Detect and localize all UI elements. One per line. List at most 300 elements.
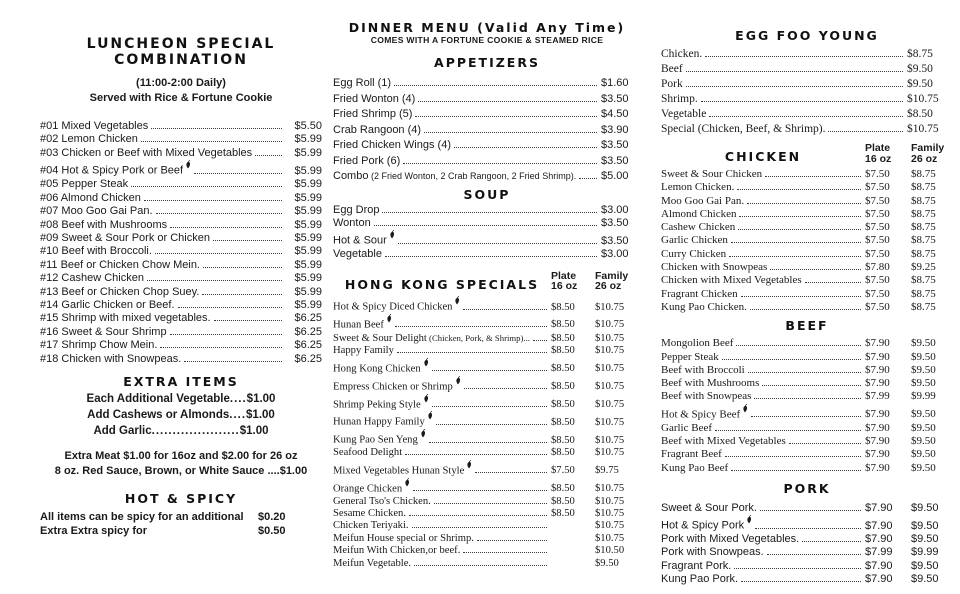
menu-item-row: [661, 422, 953, 435]
menu-item-row: [661, 261, 953, 274]
dot-leader: [477, 540, 547, 541]
menu-item-row: [333, 154, 641, 170]
item-name: Beef with Mushrooms: [661, 377, 760, 390]
item-name: Meifun Vegetable.: [333, 557, 412, 569]
item-price-plate: $8.50: [551, 319, 575, 331]
extra-item-label: Add Garlic: [93, 424, 152, 437]
item-price-price: $3.00: [601, 203, 629, 216]
plate-size-header: Plate 16 oz: [865, 142, 892, 165]
item-price-plate: $7.50: [865, 287, 890, 300]
dinner-entrees-column: [661, 28, 953, 586]
dot-leader: [737, 189, 861, 190]
dot-leader: [760, 510, 861, 511]
item-name: #05 Pepper Steak: [40, 178, 129, 191]
item-name: Pork: [661, 78, 683, 90]
dot-leader: [160, 347, 282, 348]
menu-item-row: [661, 435, 953, 448]
item-price-family: $9.50: [911, 461, 936, 474]
item-name: Pork with Mixed Vegetables.: [661, 533, 800, 546]
item-price-plate: $7.50: [865, 207, 890, 220]
item-name: Sweet & Sour Pork.: [661, 501, 757, 514]
dot-leader: [802, 541, 861, 542]
dot-leader: [755, 528, 861, 529]
item-name: Fried Shrimp (5): [333, 108, 413, 120]
item-price-plate: $7.90: [865, 461, 890, 474]
dot-leader: [686, 71, 903, 72]
item-name: #09 Sweet & Sour Pork or Chicken: [40, 231, 210, 244]
item-name: Happy Family: [333, 345, 394, 357]
item-price-family: $9.50: [911, 377, 936, 390]
dot-leader: [397, 352, 547, 353]
extra-meat-note: Extra Meat $1.00 for 16oz and $2.00 for 26 oz: [64, 449, 298, 462]
item-name: Vegetable: [661, 108, 707, 120]
item-name: Chicken Teriyaki.: [333, 520, 409, 532]
dot-leader: [701, 101, 903, 102]
dot-leader: [736, 345, 861, 346]
dot-leader: ....: [229, 408, 247, 421]
dot-leader: [170, 334, 282, 335]
item-price-price: $6.25: [294, 339, 322, 352]
item-name: Hot & Sour: [333, 230, 395, 248]
item-price-family: $10.75: [595, 381, 625, 393]
dot-leader: [750, 309, 861, 310]
menu-item-row: [661, 234, 953, 247]
item-name: #15 Shrimp with mixed vegetables.: [40, 312, 211, 325]
dot-leader: [709, 116, 903, 117]
item-name: Lemon Chicken.: [661, 181, 735, 194]
item-name: Fragrant Beef: [661, 448, 722, 461]
dot-leader: [748, 372, 861, 373]
menu-item-row: [661, 404, 953, 422]
menu-item-row: [333, 138, 641, 154]
item-name: Almond Chicken: [661, 207, 737, 220]
item-price-price: $3.00: [601, 247, 629, 260]
dot-leader: ....: [229, 392, 247, 405]
menu-item-row: [661, 351, 953, 364]
menu-item-row: [661, 77, 953, 92]
item-price-family: $10.75: [595, 447, 625, 459]
item-name: #06 Almond Chicken: [40, 191, 141, 204]
menu-item-row: [40, 133, 322, 146]
item-price-plate: $8.50: [551, 447, 575, 459]
item-price-plate: $7.90: [865, 377, 890, 390]
menu-item-row: [333, 496, 641, 508]
menu-item-row: [40, 339, 322, 352]
item-price-price: $5.99: [294, 205, 322, 218]
item-name: Sweet & Sour Chicken: [661, 168, 763, 180]
menu-item-row: [661, 107, 953, 122]
menu-item-row: [333, 394, 641, 412]
menu-item-row: [661, 122, 953, 137]
dot-leader: [739, 216, 861, 217]
item-price-price: $8.50: [907, 108, 933, 120]
menu-item-row: [661, 92, 953, 107]
extra-item-label: Add Cashews or Almonds: [87, 408, 230, 421]
item-price-family: $8.75: [911, 300, 936, 313]
item-price-plate: $7.80: [865, 261, 890, 274]
menu-item-row: [333, 76, 641, 92]
hot-spicy-price: $0.50: [258, 524, 286, 537]
dot-leader: [144, 200, 282, 201]
item-price-plate: $7.50: [865, 181, 890, 194]
item-name: #01 Mixed Vegetables: [40, 120, 149, 132]
dot-leader: [178, 307, 282, 308]
menu-item-row: [40, 259, 322, 272]
extra-item-price: $1.00: [246, 392, 276, 405]
item-name: Empress Chicken or Shrimp: [333, 376, 461, 394]
dot-leader: [434, 503, 547, 504]
item-name: Cashew Chicken: [661, 221, 736, 234]
menu-item-row: [661, 377, 953, 390]
item-name: Pepper Steak: [661, 350, 719, 363]
item-price-plate: $8.50: [551, 332, 575, 344]
item-name: Moo Goo Gai Pan.: [661, 194, 745, 207]
luncheon-served-note: Served with Rice & Fortune Cookie: [89, 92, 273, 104]
dot-leader: [255, 155, 282, 156]
item-price-family: $8.75: [911, 274, 936, 287]
item-price-family: $9.50: [911, 421, 936, 434]
menu-item-row: [333, 248, 641, 261]
item-name: Kung Pao Pork.: [661, 573, 739, 586]
menu-item-row: [661, 502, 953, 515]
menu-item-row: [661, 546, 953, 559]
dot-leader: [767, 554, 861, 555]
egg-foo-young-title: EGG FOO YOUNG: [735, 28, 879, 43]
menu-item-row: [40, 219, 322, 232]
luncheon-hours: (11:00-2:00 Daily): [136, 77, 226, 89]
hot-spicy-label: Extra Extra spicy for: [40, 524, 147, 537]
dot-leader: [374, 225, 597, 226]
item-price-plate: $7.50: [865, 300, 890, 313]
item-price-family: $9.25: [911, 261, 936, 274]
spicy-pepper-icon: [423, 394, 429, 412]
item-name: Mongolion Beef: [661, 337, 734, 350]
menu-item-row: [40, 299, 322, 312]
dot-leader: [418, 101, 597, 102]
plate-size-header: Plate 16 oz: [551, 269, 578, 293]
item-price-price: $5.99: [294, 164, 322, 177]
dot-leader: [213, 240, 282, 241]
item-price-plate: $7.90: [865, 559, 893, 572]
dot-leader: [731, 242, 861, 243]
item-name: Sweet & Sour Delight (Chicken, Pork, & Shrimp)...: [333, 332, 530, 344]
item-name: #03 Chicken or Beef with Mixed Vegetables: [40, 146, 253, 159]
item-name: #11 Beef or Chicken Chow Mein.: [40, 258, 200, 271]
dot-leader: [405, 454, 547, 455]
item-name: Fried Chicken Wings (4): [333, 139, 451, 151]
menu-item-row: [333, 230, 641, 248]
item-price-plate: $8.50: [551, 399, 575, 411]
dot-leader: [131, 186, 282, 187]
spicy-pepper-icon: [454, 296, 460, 314]
item-price-price: $5.99: [294, 285, 322, 298]
item-name: General Tso's Chicken.: [333, 495, 431, 507]
menu-item-row: [661, 62, 953, 77]
dot-leader: [214, 320, 282, 321]
item-name: Fried Pork (6): [333, 154, 401, 167]
item-name: #10 Beef with Broccoli.: [40, 245, 152, 258]
dot-leader: [414, 565, 547, 566]
dot-leader: [715, 430, 861, 431]
item-name: #12 Cashew Chicken: [40, 272, 144, 285]
spicy-pepper-icon: [185, 160, 191, 178]
item-price-price: $3.50: [601, 216, 629, 229]
item-name: Kung Pao Chicken.: [661, 300, 747, 313]
dot-leader: [741, 296, 861, 297]
item-name: Special (Chicken, Beef, & Shrimp).: [661, 123, 826, 135]
spicy-pepper-icon: [389, 230, 395, 248]
spicy-pepper-icon: [455, 376, 461, 394]
item-name: Kung Pao Sen Yeng: [333, 429, 426, 447]
item-name: Hunan Happy Family: [333, 411, 433, 429]
hot-spicy-list: [40, 510, 322, 538]
hong-kong-list: [333, 296, 641, 570]
item-price-family: $10.75: [595, 319, 625, 331]
item-price-price: $3.50: [601, 139, 629, 151]
menu-item-row: [40, 245, 322, 258]
menu-item-row: [661, 288, 953, 301]
hong-kong-title: HONG KONG SPECIALS: [344, 276, 540, 292]
item-price-price: $5.99: [294, 191, 322, 204]
item-price-plate: $8.50: [551, 301, 575, 313]
item-price-family: $8.75: [911, 247, 936, 260]
dot-leader: [463, 309, 547, 310]
soup-title: SOUP: [463, 186, 511, 202]
item-name: Garlic Beef: [661, 421, 712, 434]
dot-leader: [382, 212, 597, 213]
luncheon-column: [40, 36, 322, 538]
dot-leader: [729, 256, 861, 257]
menu-item-row: [661, 462, 953, 475]
item-price-price: $5.99: [294, 258, 322, 271]
item-name: Wonton: [333, 216, 371, 229]
item-name: Crab Rangoon (4): [333, 123, 422, 136]
item-price-family: $10.50: [595, 545, 625, 557]
menu-item-row: [333, 478, 641, 496]
item-name: Meifun House special or Shrimp.: [333, 532, 474, 544]
dot-leader: [741, 581, 861, 582]
menu-item-row: [333, 508, 641, 520]
item-price-plate: $7.50: [551, 465, 575, 477]
dot-leader: [415, 116, 597, 117]
dot-leader: [828, 131, 903, 132]
item-name: Beef with Mixed Vegetables: [661, 435, 786, 447]
menu-item-row: [661, 390, 953, 403]
menu-item-row: [333, 358, 641, 376]
item-name: #14 Garlic Chicken or Beef.: [40, 298, 175, 311]
item-name: Egg Roll (1): [333, 77, 392, 89]
menu-item-row: [333, 169, 641, 185]
item-price-family: $8.75: [911, 194, 936, 207]
item-price-family: $8.75: [911, 221, 936, 234]
item-name: #02 Lemon Chicken: [40, 133, 138, 146]
item-price-plate: $8.50: [551, 417, 575, 428]
dot-leader: [731, 470, 861, 471]
item-name: Hot & Spicy Pork: [661, 515, 752, 533]
item-price-price: $3.90: [601, 123, 629, 136]
item-price-plate: $7.50: [865, 221, 890, 234]
item-name: Meifun With Chicken,or beef.: [333, 545, 461, 557]
item-price-plate: $8.50: [551, 345, 575, 357]
family-size-header: Family 26 oz: [911, 142, 945, 165]
item-price-plate: $8.50: [551, 495, 575, 507]
menu-item-row: [661, 208, 953, 221]
item-price-price: $5.99: [294, 178, 322, 191]
chicken-header: [661, 143, 953, 164]
menu-item-row: [40, 353, 322, 366]
spicy-pepper-icon: [423, 358, 429, 376]
menu-item-row: [661, 573, 953, 586]
dot-leader: [394, 85, 597, 86]
item-price-plate: $7.90: [865, 435, 890, 447]
item-price-family: $9.99: [911, 390, 936, 403]
item-price-family: $10.75: [595, 532, 625, 544]
dot-leader: [413, 490, 547, 491]
item-price-price: $5.99: [294, 298, 322, 311]
menu-item-row: [661, 560, 953, 573]
menu-item-row: [40, 286, 322, 299]
item-name: Egg Drop: [333, 203, 380, 216]
item-name: #08 Beef with Mushrooms: [40, 218, 168, 231]
dot-leader: [155, 253, 282, 254]
item-price-family: $9.50: [911, 363, 936, 376]
item-price-family: $10.75: [595, 495, 625, 507]
item-price-plate: $8.50: [551, 483, 575, 495]
item-name: #04 Hot & Spicy Pork or Beef: [40, 160, 191, 178]
item-name: Combo (2 Fried Wonton, 2 Crab Rangoon, 2 Fried Shrimp).: [333, 170, 577, 182]
spicy-pepper-icon: [386, 314, 392, 332]
menu-item-row: [661, 274, 953, 287]
hot-spicy-line: [40, 510, 322, 524]
extra-item-line: [40, 423, 322, 439]
extra-item-line: [40, 407, 322, 423]
item-price-family: $10.75: [595, 301, 625, 313]
dot-leader: [475, 472, 547, 473]
item-price-family: $8.75: [911, 207, 936, 220]
chicken-list: [661, 168, 953, 314]
item-price-plate: $7.90: [865, 573, 893, 586]
item-price-plate: $7.90: [865, 408, 890, 421]
item-price-price: $5.99: [294, 231, 322, 244]
dinner-menu-title: DINNER MENU (Valid Any Time): [348, 20, 626, 35]
item-price-price: $8.75: [907, 48, 933, 60]
dot-leader: [385, 256, 597, 257]
dot-leader: [436, 424, 547, 425]
luncheon-title: LUNCHEON SPECIAL COMBINATION: [86, 36, 276, 68]
item-price-family: $8.75: [911, 234, 936, 247]
menu-item-row: [40, 147, 322, 160]
dot-leader: [454, 147, 597, 148]
item-price-plate: $7.50: [865, 247, 890, 260]
item-price-family: $9.50: [911, 559, 939, 572]
dot-leader: [464, 388, 547, 389]
item-name: Beef: [661, 63, 683, 75]
soup-list: [333, 204, 641, 261]
hot-spicy-line: [40, 524, 322, 538]
item-price-plate: $7.90: [865, 350, 890, 363]
dinner-column: [333, 20, 641, 570]
dot-leader: [147, 280, 282, 281]
item-name: Shrimp.: [661, 93, 698, 105]
menu-item-row: [333, 520, 641, 532]
item-price-plate: $7.50: [865, 168, 890, 180]
item-price-family: $10.75: [595, 483, 625, 495]
dot-leader: [754, 398, 861, 399]
dot-leader: [424, 132, 597, 133]
item-price-plate: $7.90: [865, 363, 890, 376]
item-price-plate: $7.50: [865, 194, 890, 207]
menu-item-row: [661, 248, 953, 261]
item-name: Sesame Chicken.: [333, 508, 406, 520]
menu-item-row: [333, 314, 641, 332]
item-price-family: $9.50: [911, 435, 936, 447]
item-price-family: $10.75: [595, 399, 625, 411]
item-name: Shrimp Peking Style: [333, 394, 429, 412]
dot-leader: [194, 173, 282, 174]
extra-item-price: $1.00: [239, 424, 269, 437]
dot-leader: [686, 86, 903, 87]
dot-leader: [156, 213, 282, 214]
dot-leader: [432, 406, 547, 407]
menu-item-row: [333, 204, 641, 217]
item-price-family: $10.75: [595, 417, 625, 428]
luncheon-item-list: [40, 120, 322, 366]
item-price-price: $5.99: [294, 245, 322, 258]
item-price-price: $5.99: [294, 218, 322, 231]
item-price-plate: $8.50: [551, 434, 575, 446]
item-detail: (2 Fried Wonton, 2 Crab Rangoon, 2 Fried Shrimp).: [368, 171, 577, 181]
menu-item-row: [661, 515, 953, 533]
item-name: Seafood Delight: [333, 447, 403, 459]
dot-leader: [770, 269, 861, 270]
item-name: Chicken with Snowpeas: [661, 261, 768, 274]
item-price-plate: $7.90: [865, 533, 893, 546]
menu-item-row: [333, 558, 641, 570]
menu-item-row: [333, 123, 641, 139]
dot-leader: [398, 243, 597, 244]
dot-leader: [203, 267, 282, 268]
item-price-price: $9.50: [907, 78, 933, 90]
item-price-price: $10.75: [907, 123, 939, 135]
item-price-family: $9.50: [911, 408, 936, 421]
item-name: #13 Beef or Chicken Chop Suey.: [40, 285, 200, 298]
item-name: #07 Moo Goo Gai Pan.: [40, 205, 153, 218]
dot-leader: .....................: [151, 424, 240, 437]
item-name: Mixed Vegetables Hunan Style: [333, 460, 472, 478]
dot-leader: [202, 294, 282, 295]
item-price-plate: $8.50: [551, 508, 575, 520]
item-price-price: $6.25: [294, 312, 322, 325]
item-price-price: $3.50: [601, 154, 629, 167]
item-price-family: $9.50: [911, 533, 939, 546]
appetizers-title: APPETIZERS: [434, 55, 540, 70]
item-price-price: $3.50: [601, 234, 629, 247]
item-name: Kung Pao Beef: [661, 461, 729, 474]
item-price-plate: $8.50: [551, 363, 575, 375]
dot-leader: [765, 176, 861, 177]
dot-leader: [805, 282, 861, 283]
menu-item-row: [40, 326, 322, 339]
hong-kong-header: [333, 271, 641, 292]
hong-kong-size-columns: [551, 271, 641, 292]
item-price-family: $10.75: [595, 434, 625, 446]
dot-leader: [734, 568, 861, 569]
pork-title: PORK: [783, 480, 831, 496]
extra-items-title: EXTRA ITEMS: [123, 373, 239, 389]
item-price-family: $9.50: [911, 501, 939, 514]
pork-list: [661, 502, 953, 586]
menu-item-row: [40, 232, 322, 245]
